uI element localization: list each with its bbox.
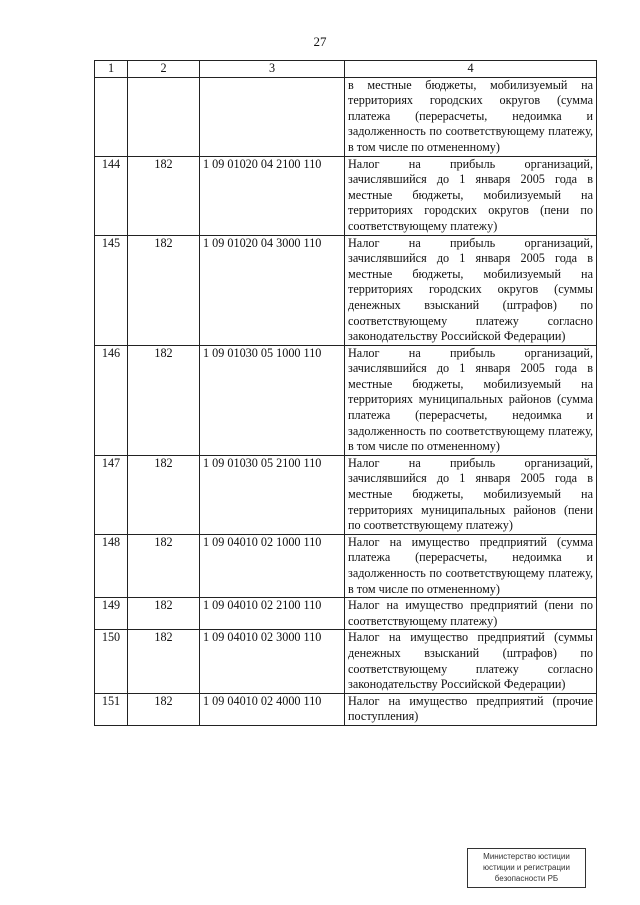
column-header: 1 xyxy=(95,61,128,78)
table-header-row xyxy=(95,61,597,78)
table-row xyxy=(95,598,597,630)
row-number xyxy=(95,77,128,156)
admin-code: 182 xyxy=(128,235,200,345)
table-row xyxy=(95,235,597,345)
admin-code: 182 xyxy=(128,156,200,235)
table-row xyxy=(95,455,597,534)
row-number: 150 xyxy=(95,630,128,693)
admin-code: 182 xyxy=(128,455,200,534)
budget-classification-code xyxy=(200,77,345,156)
revenue-description: Налог на прибыль организаций, зачислявшийся до 1 января 2005 года в местные бюджеты, мобилизуемый на территориях городских округов (пени по соответствующему платежу) xyxy=(345,156,597,235)
revenue-description: Налог на прибыль организаций, зачислявшийся до 1 января 2005 года в местные бюджеты, мобилизуемый на территориях городских округов (суммы денежных взысканий (штрафов) по соответствующему платежу согласно законодательству Российской Федерации) xyxy=(345,235,597,345)
revenue-description: Налог на имущество предприятий (сумма платежа (перерасчеты, недоимка и задолженность по соответствующему платежу, в том числе по отмененному) xyxy=(345,534,597,597)
stamp-line: юстиции и регистрации xyxy=(483,863,570,872)
admin-code: 182 xyxy=(128,630,200,693)
table-row xyxy=(95,693,597,725)
revenue-description: Налог на прибыль организаций, зачислявшийся до 1 января 2005 года в местные бюджеты, мобилизуемый на территориях муниципальных районов (пени по соответствующему платежу) xyxy=(345,455,597,534)
row-number: 149 xyxy=(95,598,128,630)
admin-code xyxy=(128,77,200,156)
budget-classification-code: 1 09 01020 04 2100 110 xyxy=(200,156,345,235)
table-row xyxy=(95,156,597,235)
admin-code: 182 xyxy=(128,693,200,725)
revenue-description: Налог на имущество предприятий (пени по соответствующему платежу) xyxy=(345,598,597,630)
revenue-description: Налог на имущество предприятий (прочие поступления) xyxy=(345,693,597,725)
budget-classification-code: 1 09 04010 02 3000 110 xyxy=(200,630,345,693)
admin-code: 182 xyxy=(128,345,200,455)
stamp-line: безопасности РБ xyxy=(494,874,559,883)
column-header: 2 xyxy=(128,61,200,78)
registration-stamp xyxy=(467,848,586,888)
row-number: 144 xyxy=(95,156,128,235)
table-row xyxy=(95,77,597,156)
budget-classification-code: 1 09 01030 05 1000 110 xyxy=(200,345,345,455)
column-header: 3 xyxy=(200,61,345,78)
codes-table xyxy=(94,60,597,726)
revenue-description: Налог на имущество предприятий (суммы денежных взысканий (штрафов) по соответствующему платежу согласно законодательству Российской Федерации) xyxy=(345,630,597,693)
row-number: 151 xyxy=(95,693,128,725)
admin-code: 182 xyxy=(128,598,200,630)
row-number: 145 xyxy=(95,235,128,345)
row-number: 148 xyxy=(95,534,128,597)
row-number: 147 xyxy=(95,455,128,534)
budget-classification-code: 1 09 04010 02 2100 110 xyxy=(200,598,345,630)
stamp-line: Министерство юстиции xyxy=(483,852,570,861)
table-row xyxy=(95,345,597,455)
budget-classification-code: 1 09 01020 04 3000 110 xyxy=(200,235,345,345)
admin-code: 182 xyxy=(128,534,200,597)
budget-classification-code: 1 09 04010 02 1000 110 xyxy=(200,534,345,597)
table-row xyxy=(95,630,597,693)
table-row xyxy=(95,534,597,597)
page-number: 27 xyxy=(313,34,327,49)
row-number: 146 xyxy=(95,345,128,455)
budget-classification-code: 1 09 04010 02 4000 110 xyxy=(200,693,345,725)
revenue-description: в местные бюджеты, мобилизуемый на территориях городских округов (сумма платежа (перерасчеты, недоимка и задолженность по соответствующему платежу, в том числе по отмененному) xyxy=(345,77,597,156)
revenue-description: Налог на прибыль организаций, зачислявшийся до 1 января 2005 года в местные бюджеты, мобилизуемый на территориях муниципальных районов (сумма платежа (перерасчеты, недоимка и задолженность по соответствующему платежу, в том числе по отмененному) xyxy=(345,345,597,455)
budget-classification-code: 1 09 01030 05 2100 110 xyxy=(200,455,345,534)
column-header: 4 xyxy=(345,61,597,78)
